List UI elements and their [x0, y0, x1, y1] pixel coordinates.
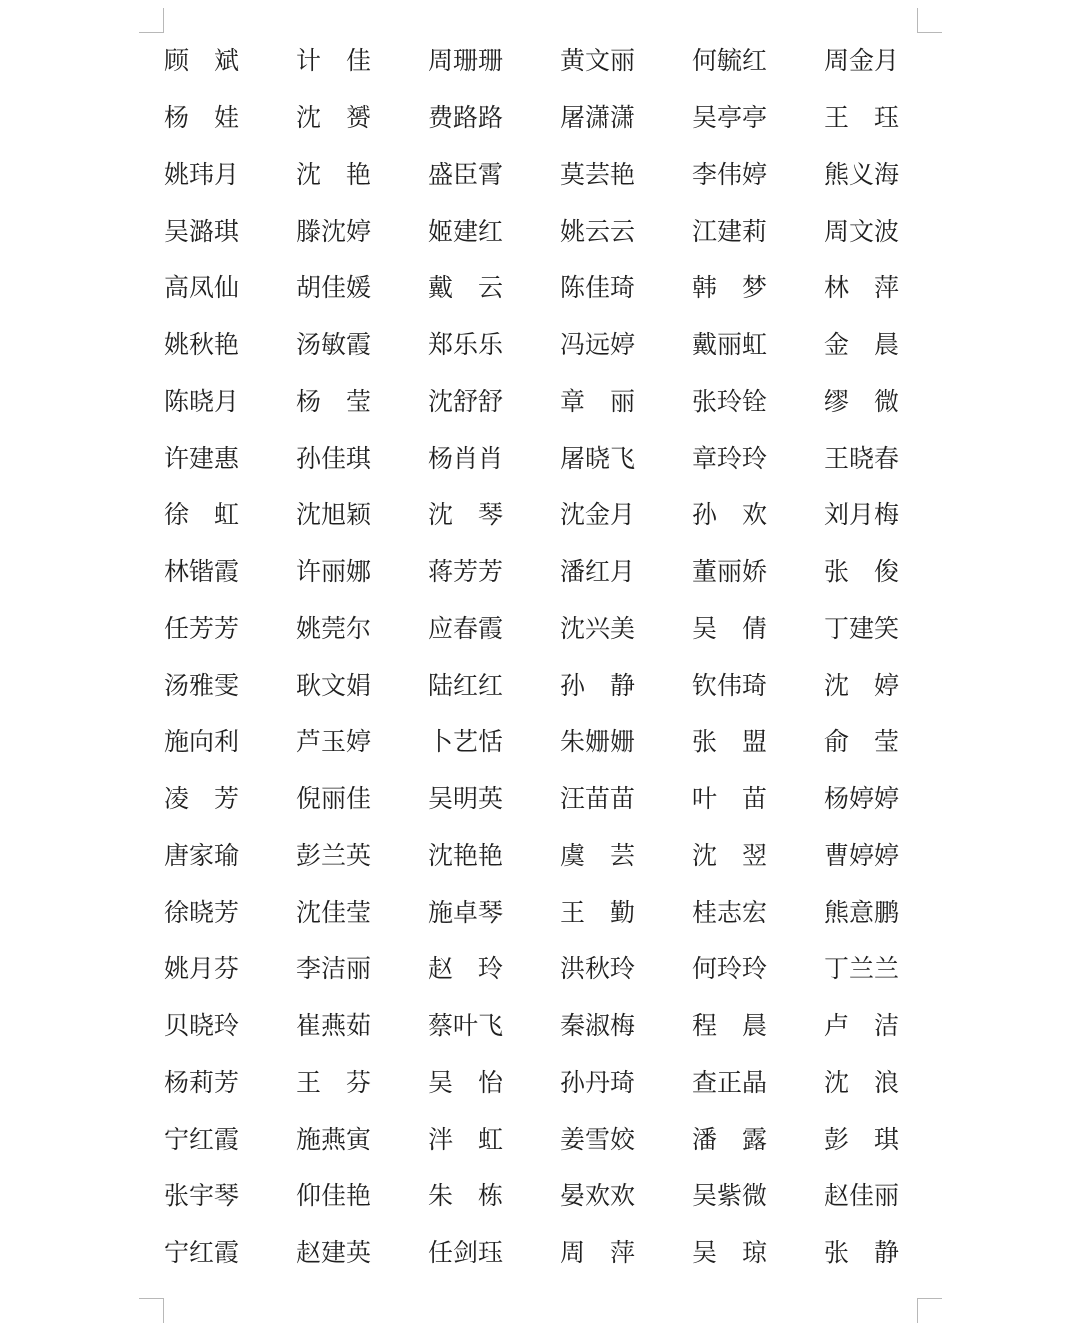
name-entry: 姜雪姣 — [560, 1124, 636, 1154]
name-entry: 查正晶 — [692, 1067, 768, 1097]
name-entry: 潘 露 — [692, 1124, 768, 1154]
name-entry: 屠晓飞 — [560, 443, 636, 473]
name-entry: 周金月 — [824, 46, 900, 76]
name-entry: 王晓春 — [824, 443, 900, 473]
name-entry: 李洁丽 — [296, 954, 372, 984]
name-entry: 计 佳 — [296, 46, 372, 76]
name-entry: 倪丽佳 — [296, 784, 372, 814]
name-entry: 刘月梅 — [824, 500, 900, 530]
name-entry: 朱姗姗 — [560, 727, 636, 757]
name-entry: 彭兰英 — [296, 840, 372, 870]
name-entry: 屠潇潇 — [560, 103, 636, 133]
name-entry: 戴丽虹 — [692, 330, 768, 360]
name-entry: 吴 倩 — [692, 613, 768, 643]
name-list-grid — [164, 33, 956, 1282]
name-entry: 周珊珊 — [428, 46, 504, 76]
name-entry: 钦伟琦 — [692, 670, 768, 700]
name-entry: 戴 云 — [428, 273, 504, 303]
name-entry: 朱 栋 — [428, 1181, 504, 1211]
name-entry: 姚莞尔 — [296, 613, 372, 643]
crop-mark-bottom-right — [917, 1298, 942, 1323]
name-entry: 张玲铨 — [692, 386, 768, 416]
name-entry: 杨肖肖 — [428, 443, 504, 473]
name-entry: 张宇琴 — [164, 1181, 240, 1211]
name-entry: 陆红红 — [428, 670, 504, 700]
name-entry: 孙佳琪 — [296, 443, 372, 473]
name-entry: 吴潞琪 — [164, 216, 240, 246]
name-entry: 任芳芳 — [164, 613, 240, 643]
name-entry: 吴紫微 — [692, 1181, 768, 1211]
name-entry: 曹婷婷 — [824, 840, 900, 870]
name-entry: 林锴霞 — [164, 557, 240, 587]
name-entry: 滕沈婷 — [296, 216, 372, 246]
name-entry: 丁建笑 — [824, 613, 900, 643]
crop-mark-top-left — [139, 8, 164, 33]
name-entry: 桂志宏 — [692, 897, 768, 927]
name-entry: 林 萍 — [824, 273, 900, 303]
crop-mark-bottom-left — [139, 1298, 164, 1323]
name-entry: 洪秋玲 — [560, 954, 636, 984]
name-entry: 沈 琴 — [428, 500, 504, 530]
name-entry: 熊义海 — [824, 159, 900, 189]
name-entry: 吴明英 — [428, 784, 504, 814]
name-entry: 陈晓月 — [164, 386, 240, 416]
name-entry: 泮 虹 — [428, 1124, 504, 1154]
name-entry: 叶 苗 — [692, 784, 768, 814]
name-entry: 王 珏 — [824, 103, 900, 133]
name-entry: 施卓琴 — [428, 897, 504, 927]
name-entry: 姬建红 — [428, 216, 504, 246]
name-entry: 汤敏霞 — [296, 330, 372, 360]
name-entry: 徐晓芳 — [164, 897, 240, 927]
name-entry: 何玲玲 — [692, 954, 768, 984]
name-entry: 施燕寅 — [296, 1124, 372, 1154]
name-entry: 沈 婷 — [824, 670, 900, 700]
name-entry: 唐家瑜 — [164, 840, 240, 870]
name-entry: 汪苗苗 — [560, 784, 636, 814]
name-entry: 丁兰兰 — [824, 954, 900, 984]
name-entry: 任剑珏 — [428, 1238, 504, 1268]
name-entry: 程 晨 — [692, 1011, 768, 1041]
name-entry: 沈舒舒 — [428, 386, 504, 416]
name-entry: 凌 芳 — [164, 784, 240, 814]
name-entry: 周文波 — [824, 216, 900, 246]
name-entry: 秦淑梅 — [560, 1011, 636, 1041]
name-entry: 熊意鹏 — [824, 897, 900, 927]
name-entry: 姚云云 — [560, 216, 636, 246]
name-entry: 卜艺恬 — [428, 727, 504, 757]
name-entry: 王 勤 — [560, 897, 636, 927]
name-entry: 韩 梦 — [692, 273, 768, 303]
name-entry: 沈艳艳 — [428, 840, 504, 870]
name-entry: 杨莉芳 — [164, 1067, 240, 1097]
name-entry: 姚玮月 — [164, 159, 240, 189]
name-entry: 杨 娃 — [164, 103, 240, 133]
name-entry: 晏欢欢 — [560, 1181, 636, 1211]
name-entry: 应春霞 — [428, 613, 504, 643]
name-entry: 吴 琼 — [692, 1238, 768, 1268]
name-entry: 陈佳琦 — [560, 273, 636, 303]
name-entry: 张 俊 — [824, 557, 900, 587]
name-entry: 沈金月 — [560, 500, 636, 530]
name-entry: 顾 斌 — [164, 46, 240, 76]
name-entry: 盛臣霄 — [428, 159, 504, 189]
name-entry: 芦玉婷 — [296, 727, 372, 757]
name-entry: 吴亭亭 — [692, 103, 768, 133]
name-entry: 宁红霞 — [164, 1124, 240, 1154]
name-entry: 沈佳莹 — [296, 897, 372, 927]
name-entry: 杨 莹 — [296, 386, 372, 416]
name-entry: 费路路 — [428, 103, 504, 133]
name-entry: 沈 翌 — [692, 840, 768, 870]
name-entry: 莫芸艳 — [560, 159, 636, 189]
name-entry: 董丽娇 — [692, 557, 768, 587]
name-entry: 蒋芳芳 — [428, 557, 504, 587]
name-entry: 蔡叶飞 — [428, 1011, 504, 1041]
name-entry: 何毓红 — [692, 46, 768, 76]
name-entry: 许建惠 — [164, 443, 240, 473]
name-entry: 李伟婷 — [692, 159, 768, 189]
name-entry: 许丽娜 — [296, 557, 372, 587]
name-entry: 胡佳媛 — [296, 273, 372, 303]
name-entry: 孙 欢 — [692, 500, 768, 530]
name-entry: 金 晨 — [824, 330, 900, 360]
name-entry: 仰佳艳 — [296, 1181, 372, 1211]
name-entry: 宁红霞 — [164, 1238, 240, 1268]
name-entry: 郑乐乐 — [428, 330, 504, 360]
name-entry: 孙 静 — [560, 670, 636, 700]
name-entry: 江建莉 — [692, 216, 768, 246]
name-entry: 张 盟 — [692, 727, 768, 757]
name-entry: 章玲玲 — [692, 443, 768, 473]
name-entry: 周 萍 — [560, 1238, 636, 1268]
crop-mark-top-right — [917, 8, 942, 33]
name-entry: 汤雅雯 — [164, 670, 240, 700]
name-entry: 姚月芬 — [164, 954, 240, 984]
name-entry: 赵建英 — [296, 1238, 372, 1268]
name-entry: 孙丹琦 — [560, 1067, 636, 1097]
name-entry: 章 丽 — [560, 386, 636, 416]
name-entry: 黄文丽 — [560, 46, 636, 76]
name-entry: 贝晓玲 — [164, 1011, 240, 1041]
name-entry: 俞 莹 — [824, 727, 900, 757]
name-entry: 沈 赟 — [296, 103, 372, 133]
name-entry: 杨婷婷 — [824, 784, 900, 814]
name-entry: 施向利 — [164, 727, 240, 757]
name-entry: 赵佳丽 — [824, 1181, 900, 1211]
name-entry: 姚秋艳 — [164, 330, 240, 360]
name-entry: 冯远婷 — [560, 330, 636, 360]
name-entry: 虞 芸 — [560, 840, 636, 870]
name-entry: 缪 微 — [824, 386, 900, 416]
name-entry: 沈 艳 — [296, 159, 372, 189]
name-entry: 彭 琪 — [824, 1124, 900, 1154]
name-entry: 王 芬 — [296, 1067, 372, 1097]
name-entry: 卢 洁 — [824, 1011, 900, 1041]
name-entry: 耿文娟 — [296, 670, 372, 700]
name-entry: 徐 虹 — [164, 500, 240, 530]
name-entry: 沈旭颖 — [296, 500, 372, 530]
name-entry: 沈 浪 — [824, 1067, 900, 1097]
name-entry: 张 静 — [824, 1238, 900, 1268]
name-entry: 高凤仙 — [164, 273, 240, 303]
name-entry: 崔燕茹 — [296, 1011, 372, 1041]
name-entry: 吴 怡 — [428, 1067, 504, 1097]
name-entry: 沈兴美 — [560, 613, 636, 643]
name-entry: 潘红月 — [560, 557, 636, 587]
name-entry: 赵 玲 — [428, 954, 504, 984]
